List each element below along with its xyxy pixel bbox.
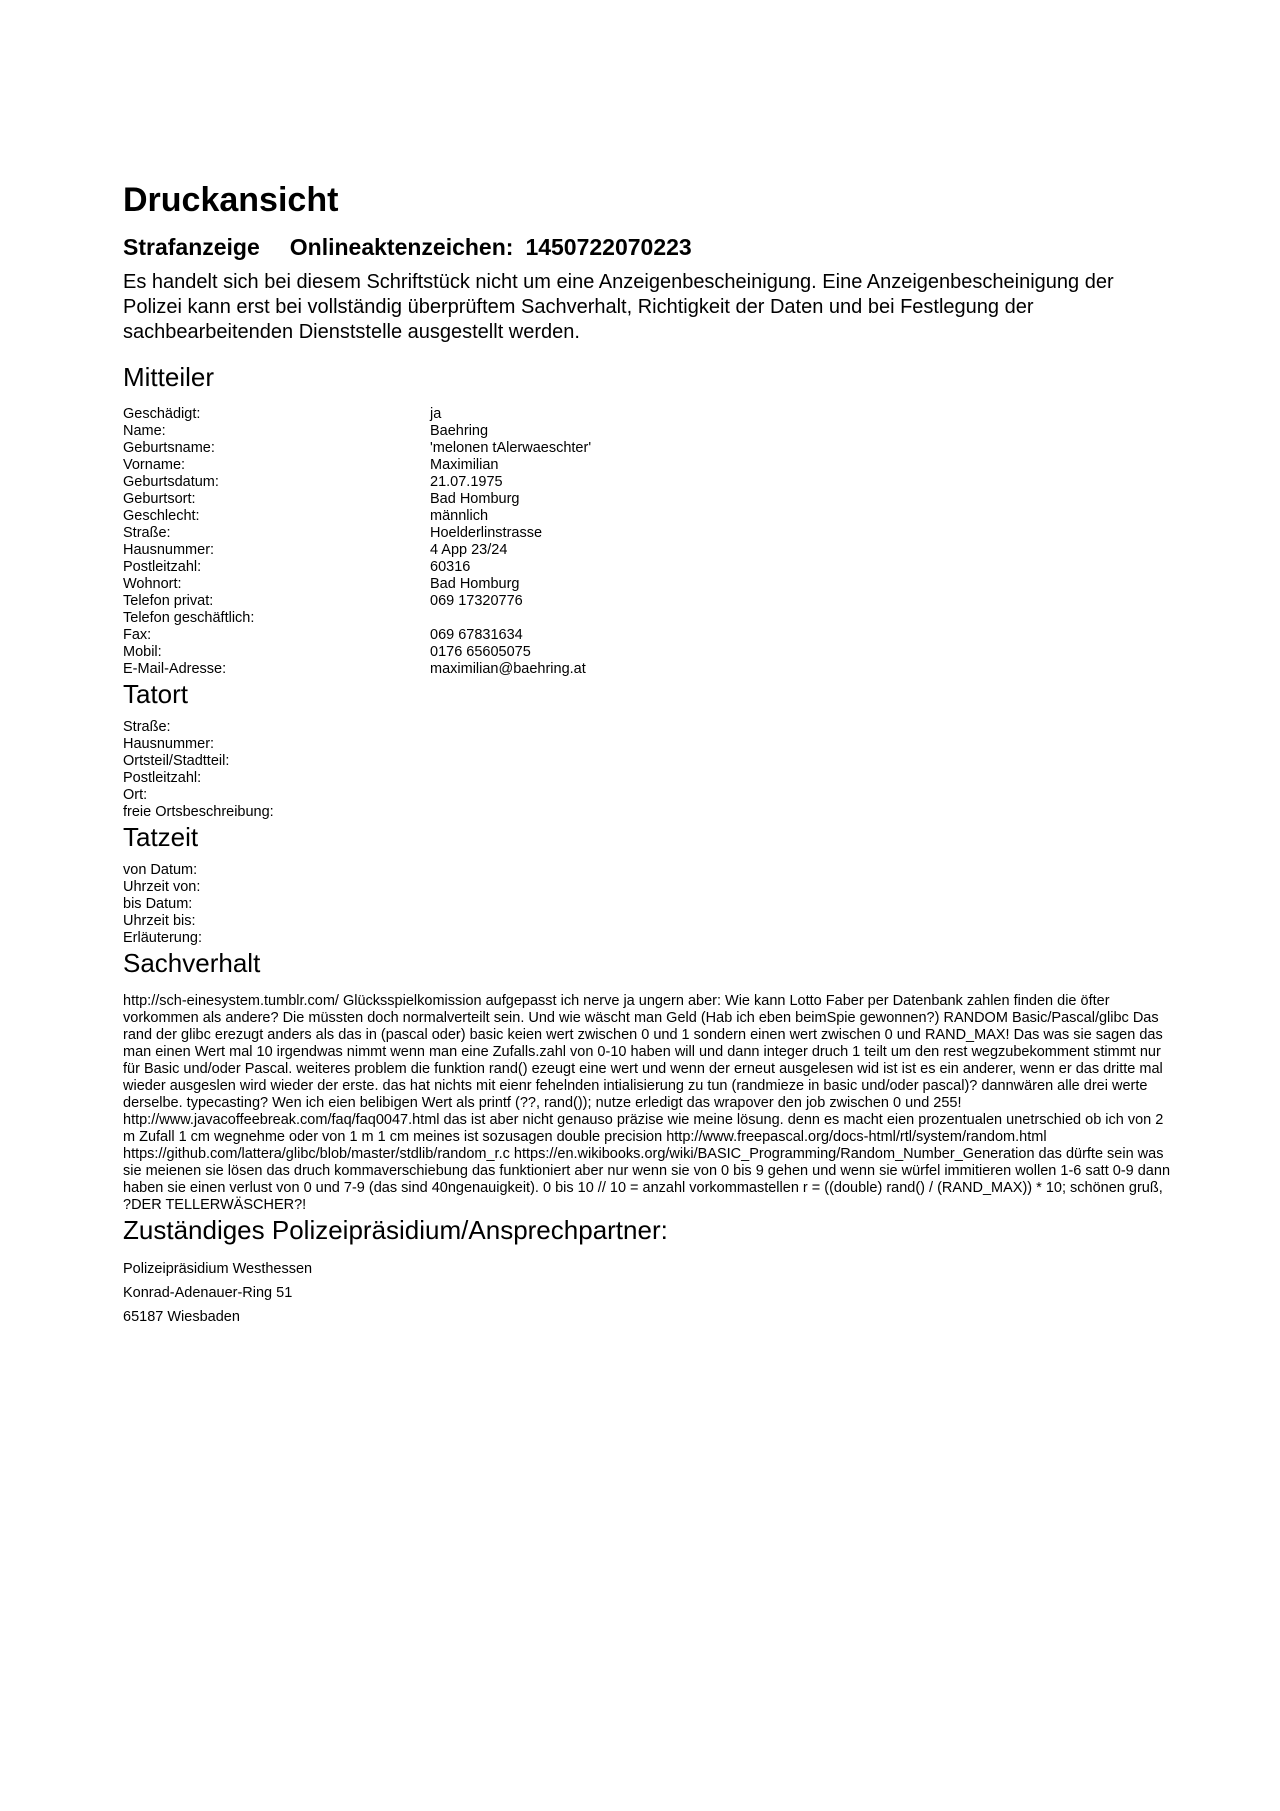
field-row-wohnort xyxy=(123,576,1168,593)
field-row-bis-datum xyxy=(123,896,1168,913)
field-label: Telefon geschäftlich: xyxy=(123,610,255,626)
field-row-geschaedigt xyxy=(123,406,1168,423)
field-row-ortsbeschreibung xyxy=(123,804,1168,821)
field-row-strasse xyxy=(123,719,1168,736)
field-value: männlich xyxy=(430,508,489,524)
contact-line-city: 65187 Wiesbaden xyxy=(123,1309,240,1325)
police-contact xyxy=(123,1261,1168,1326)
field-row-strasse xyxy=(123,525,1168,542)
field-value xyxy=(430,753,1168,770)
field-label: Geburtsort: xyxy=(123,491,196,507)
field-row-geburtsdatum xyxy=(123,474,1168,491)
field-label: Geschlecht: xyxy=(123,508,200,524)
field-value: ja xyxy=(430,406,442,422)
field-value xyxy=(430,610,1168,627)
field-value: 60316 xyxy=(430,559,471,575)
field-value xyxy=(430,913,1168,930)
field-label: Hausnummer: xyxy=(123,736,215,752)
field-label: Telefon privat: xyxy=(123,593,214,609)
report-type: Strafanzeige xyxy=(123,234,260,260)
field-row-geburtsname xyxy=(123,440,1168,457)
field-label: Erläuterung: xyxy=(123,930,202,946)
field-value: 21.07.1975 xyxy=(430,474,503,490)
field-value: Bad Homburg xyxy=(430,576,520,592)
field-row-geschlecht xyxy=(123,508,1168,525)
field-row-email xyxy=(123,661,1168,678)
field-value xyxy=(430,736,1168,753)
field-label: Ort: xyxy=(123,787,148,803)
field-row-postleitzahl xyxy=(123,559,1168,576)
field-value xyxy=(430,719,1168,736)
field-label: Straße: xyxy=(123,525,171,541)
field-value: 4 App 23/24 xyxy=(430,542,508,558)
field-label: freie Ortsbeschreibung: xyxy=(123,804,274,820)
field-label: bis Datum: xyxy=(123,896,193,912)
section-heading-tatort: Tatort xyxy=(123,679,189,709)
field-label: Geschädigt: xyxy=(123,406,201,422)
tatort-fields xyxy=(123,719,1168,821)
field-row-erlaeuterung xyxy=(123,930,1168,947)
field-row-von-datum xyxy=(123,862,1168,879)
field-label: Fax: xyxy=(123,627,152,643)
field-row-ort xyxy=(123,787,1168,804)
field-value xyxy=(430,804,1168,821)
field-value xyxy=(430,787,1168,804)
field-value: Maximilian xyxy=(430,457,499,473)
field-label: Uhrzeit bis: xyxy=(123,913,196,929)
field-row-telefon-privat xyxy=(123,593,1168,610)
field-value: maximilian@baehring.at xyxy=(430,661,586,677)
field-row-name xyxy=(123,423,1168,440)
field-label: Postleitzahl: xyxy=(123,559,202,575)
field-row-mobil xyxy=(123,644,1168,661)
contact-line-name: Polizeipräsidium Westhessen xyxy=(123,1261,313,1277)
field-row-geburtsort xyxy=(123,491,1168,508)
mitteiler-fields xyxy=(123,406,1168,678)
field-label: Hausnummer: xyxy=(123,542,215,558)
section-heading-tatzeit: Tatzeit xyxy=(123,822,199,852)
section-heading-zustaendig: Zuständiges Polizeipräsidium/Ansprechpartner: xyxy=(123,1215,668,1245)
field-row-postleitzahl xyxy=(123,770,1168,787)
field-label: Vorname: xyxy=(123,457,186,473)
case-number-label: Onlineaktenzeichen: xyxy=(289,234,514,260)
field-value: Bad Homburg xyxy=(430,491,520,507)
field-label: Straße: xyxy=(123,719,171,735)
field-value: 069 67831634 xyxy=(430,627,523,643)
field-row-uhrzeit-bis xyxy=(123,913,1168,930)
field-label: Ortsteil/Stadtteil: xyxy=(123,753,230,769)
section-heading-sachverhalt: Sachverhalt xyxy=(123,948,261,978)
sachverhalt-text: http://sch-einesystem.tumblr.com/ Glücksspielkomission aufgepasst ich nerve ja ungern aber: Wie kann Lotto Faber per Datenbank zahlen finden die öfter vorkommen als andere? Die müssten doch normalverteilt sein. Und wie wäscht man Geld (Hab ich eben beimSpie gewonnen?) RANDOM Basic/Pascal/glibc Das rand der glibc erezugt anders als das in (pascal oder) basic keien wert zwischen 0 und 1 sondern einen wert zwischen 0 und RAND_MAX! Das was sie sagen das man einen Wert mal 10 irgendwas nimmt wenn man eine Zufalls.zahl von 0-10 haben will und dann integer druch 1 teilt um den rest wegzubekomment stimmt nur für Basic und/oder Pascal. weiteres problem die funktion rand() ezeugt eine wert und wenn der erneut ausgelesen wid ist ist es ein anderer, wenn er das dritte mal wieder ausgeslen wird wieder der erste. das hat nichts mit eienr fehelnden intialisierung zu tun (randmieze in basic und/oder pascal)? dannwären alle drei werte derselbe. typecasting? Wen ich eien belibigen Wert als printf (??, rand()); nutze erledigt das wrapover den job zwischen 0 und 255! http://www.javacoffeebreak.com/faq/faq0047.html das ist aber nicht genauso präzise wie meine lösung. denn es macht eien prozentualen unetrschied ob ich von 2 m Zufall 1 cm wegnehme oder von 1 m 1 cm meines ist sozusagen double precision http://www.freepascal.org/docs-html/rtl/system/random.html https://github.com/lattera/glibc/blob/master/stdlib/random_r.c https://en.wikibooks.org/wiki/BASIC_Programming/Random_Number_Generation das dürfte sein was sie meienen sie lösen das druch kommaverschiebung das funktioniert aber nur wenn sie von 0 bis 9 gehen und wenn sie würfel immitieren wollen 1-6 satt 0-9 dann haben sie einen verlust von 0 und 7-9 (das sind 40ngenauigkeit). 0 bis 10 // 10 = anzahl vorkommastellen r = ((double) rand() / (RAND_MAX)) * 10; schönen gruß, ?DER TELLERWÄSCHER?! xyxy=(123,993,1171,1213)
field-label: Uhrzeit von: xyxy=(123,879,201,895)
field-value xyxy=(430,879,1168,896)
field-value: 'melonen tAlerwaeschter' xyxy=(430,440,592,456)
field-label: Name: xyxy=(123,423,166,439)
page-title: Druckansicht xyxy=(123,181,339,219)
field-value xyxy=(430,930,1168,947)
tatzeit-fields xyxy=(123,862,1168,947)
field-label: Wohnort: xyxy=(123,576,182,592)
field-value: Hoelderlinstrasse xyxy=(430,525,543,541)
field-value xyxy=(430,770,1168,787)
field-value xyxy=(430,862,1168,879)
field-label: Geburtsdatum: xyxy=(123,474,219,490)
contact-line-street: Konrad-Adenauer-Ring 51 xyxy=(123,1285,293,1301)
field-label: Postleitzahl: xyxy=(123,770,202,786)
field-value xyxy=(430,896,1168,913)
field-label: von Datum: xyxy=(123,862,198,878)
report-subtitle xyxy=(123,232,1168,262)
field-label: Geburtsname: xyxy=(123,440,215,456)
print-view-document xyxy=(123,178,1171,1333)
field-row-ortsteil xyxy=(123,753,1168,770)
field-value: Baehring xyxy=(430,423,489,439)
field-row-hausnummer xyxy=(123,542,1168,559)
field-value: 069 17320776 xyxy=(430,593,523,609)
section-heading-mitteiler: Mitteiler xyxy=(123,362,215,392)
field-row-hausnummer xyxy=(123,736,1168,753)
disclaimer-notice: Es handelt sich bei diesem Schriftstück nicht um eine Anzeigenbescheinigung. Eine Anzeigenbescheinigung der Polizei kann erst bei vollständig überprüftem Sachverhalt, Richtigkeit der Daten und bei Festlegung der sachbearbeitenden Dienststelle ausgestellt werden. xyxy=(123,271,1114,343)
field-row-fax xyxy=(123,627,1168,644)
field-label: E-Mail-Adresse: xyxy=(123,661,227,677)
case-number: 1450722070223 xyxy=(525,234,692,260)
field-value: 0176 65605075 xyxy=(430,644,531,660)
field-label: Mobil: xyxy=(123,644,162,660)
field-row-telefon-geschaeftlich xyxy=(123,610,1168,627)
field-row-uhrzeit-von xyxy=(123,879,1168,896)
field-row-vorname xyxy=(123,457,1168,474)
